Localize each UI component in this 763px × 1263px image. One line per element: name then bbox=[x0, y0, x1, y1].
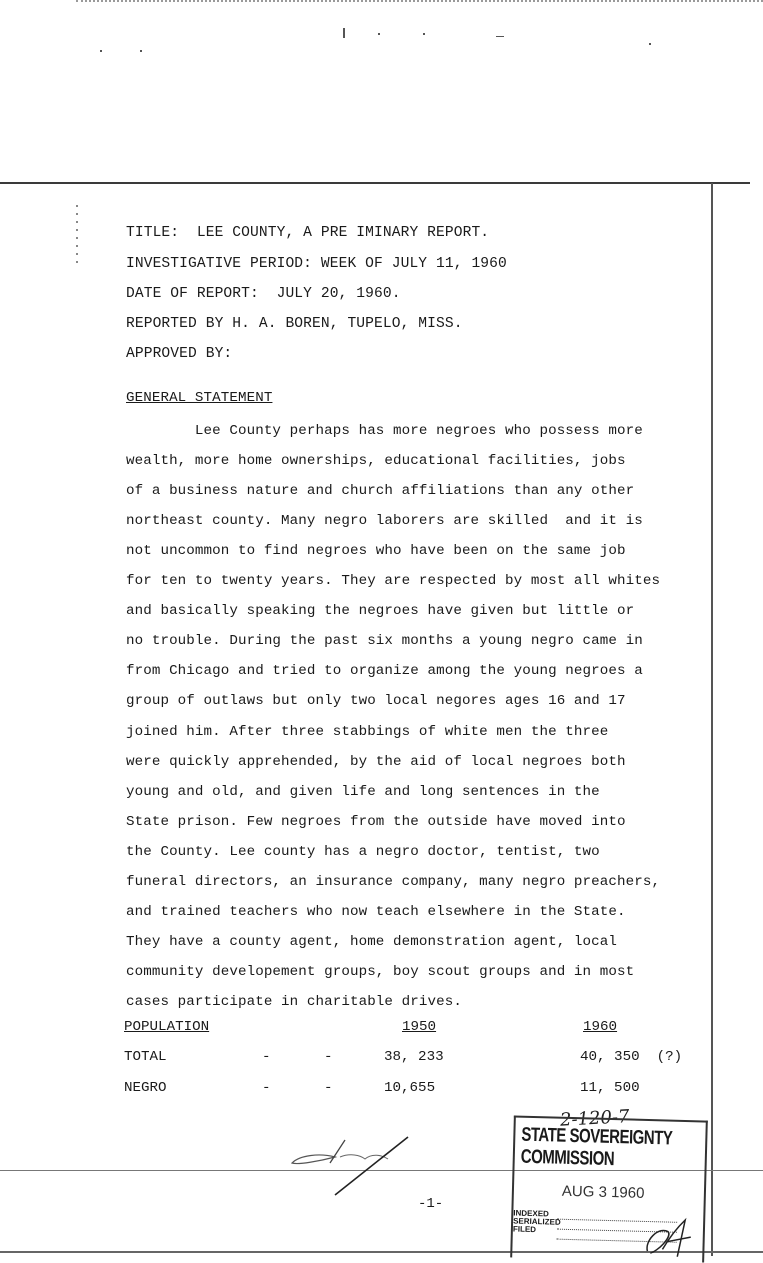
stamp-file-number: 2-120-7 bbox=[559, 1106, 630, 1131]
scan-speck bbox=[496, 36, 504, 37]
investigative-period-line: INVESTIGATIVE PERIOD: WEEK OF JULY 11, 1960 bbox=[126, 256, 507, 272]
population-heading: POPULATION bbox=[124, 1019, 210, 1035]
general-statement-heading: GENERAL STATEMENT bbox=[126, 390, 273, 406]
column-header-1950: 1950 bbox=[402, 1019, 437, 1035]
approved-by-line: APPROVED BY: bbox=[126, 346, 233, 362]
stamp-initials bbox=[642, 1211, 693, 1257]
stamp-title: STATE SOVEREIGNTY COMMISSION bbox=[520, 1123, 673, 1171]
paragraph-line: cases participate in charitable drives. bbox=[126, 993, 462, 1010]
stamp-label-indexed: INDEXED bbox=[513, 1208, 550, 1219]
paragraph-line: for ten to twenty years. They are respected by most all whites bbox=[126, 573, 661, 590]
paragraph-line: not uncommon to find negroes who have been on the same job bbox=[126, 543, 626, 560]
value-1960: 11, 500 bbox=[580, 1080, 640, 1096]
paragraph-line: the County. Lee county has a negro doctor, tentist, two bbox=[126, 843, 600, 860]
top-rule bbox=[0, 182, 750, 184]
paragraph-line: They have a county agent, home demonstration agent, local bbox=[126, 933, 617, 950]
paragraph-line: and trained teachers who now teach elsewhere in the State. bbox=[126, 903, 626, 920]
scan-speck bbox=[423, 33, 425, 35]
paragraph-line: State prison. Few negroes from the outside have moved into bbox=[126, 813, 626, 830]
paragraph-line: funeral directors, an insurance company, many negro preachers, bbox=[126, 873, 661, 890]
row-dash: - bbox=[324, 1080, 333, 1096]
row-dash: - bbox=[262, 1080, 271, 1096]
paragraph-line: community developement groups, boy scout groups and in most bbox=[126, 963, 635, 980]
scan-speck bbox=[378, 33, 380, 35]
row-label: NEGRO bbox=[124, 1080, 167, 1096]
row-label: TOTAL bbox=[124, 1049, 167, 1065]
title-line: TITLE: LEE COUNTY, A PRE IMINARY REPORT. bbox=[126, 225, 490, 241]
page-number: -1- bbox=[418, 1196, 444, 1212]
page-top-edge bbox=[76, 0, 763, 4]
right-margin-rule bbox=[711, 183, 713, 1256]
scan-speck bbox=[343, 28, 345, 38]
value-1950: 10,655 bbox=[384, 1080, 436, 1096]
stamp-label-serialized: SERIALIZED bbox=[513, 1216, 561, 1227]
paragraph-line: young and old, and given life and long sentences in the bbox=[126, 783, 600, 800]
reported-by-line: REPORTED BY H. A. BOREN, TUPELO, MISS. bbox=[126, 316, 463, 332]
paragraph-line: from Chicago and tried to organize among the young negroes a bbox=[126, 663, 643, 680]
column-header-1960: 1960 bbox=[583, 1019, 618, 1035]
row-dash: - bbox=[262, 1049, 271, 1065]
paragraph-line: northeast county. Many negro laborers are skilled and it is bbox=[126, 513, 643, 530]
row-dash: - bbox=[324, 1049, 333, 1065]
stamp-labels bbox=[513, 1210, 561, 1235]
margin-punch-marks bbox=[76, 205, 79, 285]
scan-speck bbox=[649, 43, 651, 45]
paragraph-line: group of outlaws but only two local negores ages 16 and 17 bbox=[126, 693, 626, 710]
paragraph-line: and basically speaking the negroes have given but little or bbox=[126, 603, 635, 620]
commission-stamp bbox=[510, 1115, 708, 1262]
handwritten-signature bbox=[290, 1135, 420, 1205]
paragraph-line: Lee County perhaps has more negroes who possess more bbox=[126, 423, 643, 439]
stamp-label-filed: FILED bbox=[512, 1224, 537, 1235]
value-1950: 38, 233 bbox=[384, 1049, 444, 1065]
paragraph-line: joined him. After three stabbings of white men the three bbox=[126, 723, 609, 740]
value-1960: 40, 350 (?) bbox=[580, 1049, 683, 1065]
date-of-report-line: DATE OF REPORT: JULY 20, 1960. bbox=[126, 286, 401, 302]
stamp-date: AUG 3 1960 bbox=[561, 1182, 645, 1202]
paragraph-line: of a business nature and church affiliations than any other bbox=[126, 483, 635, 500]
paragraph-line: wealth, more home ownerships, educational facilities, jobs bbox=[126, 453, 626, 470]
scan-speck bbox=[100, 50, 102, 52]
paragraph-line: no trouble. During the past six months a young negro came in bbox=[126, 633, 643, 650]
scan-speck bbox=[140, 50, 142, 52]
paragraph-line: were quickly apprehended, by the aid of local negroes both bbox=[126, 753, 626, 770]
